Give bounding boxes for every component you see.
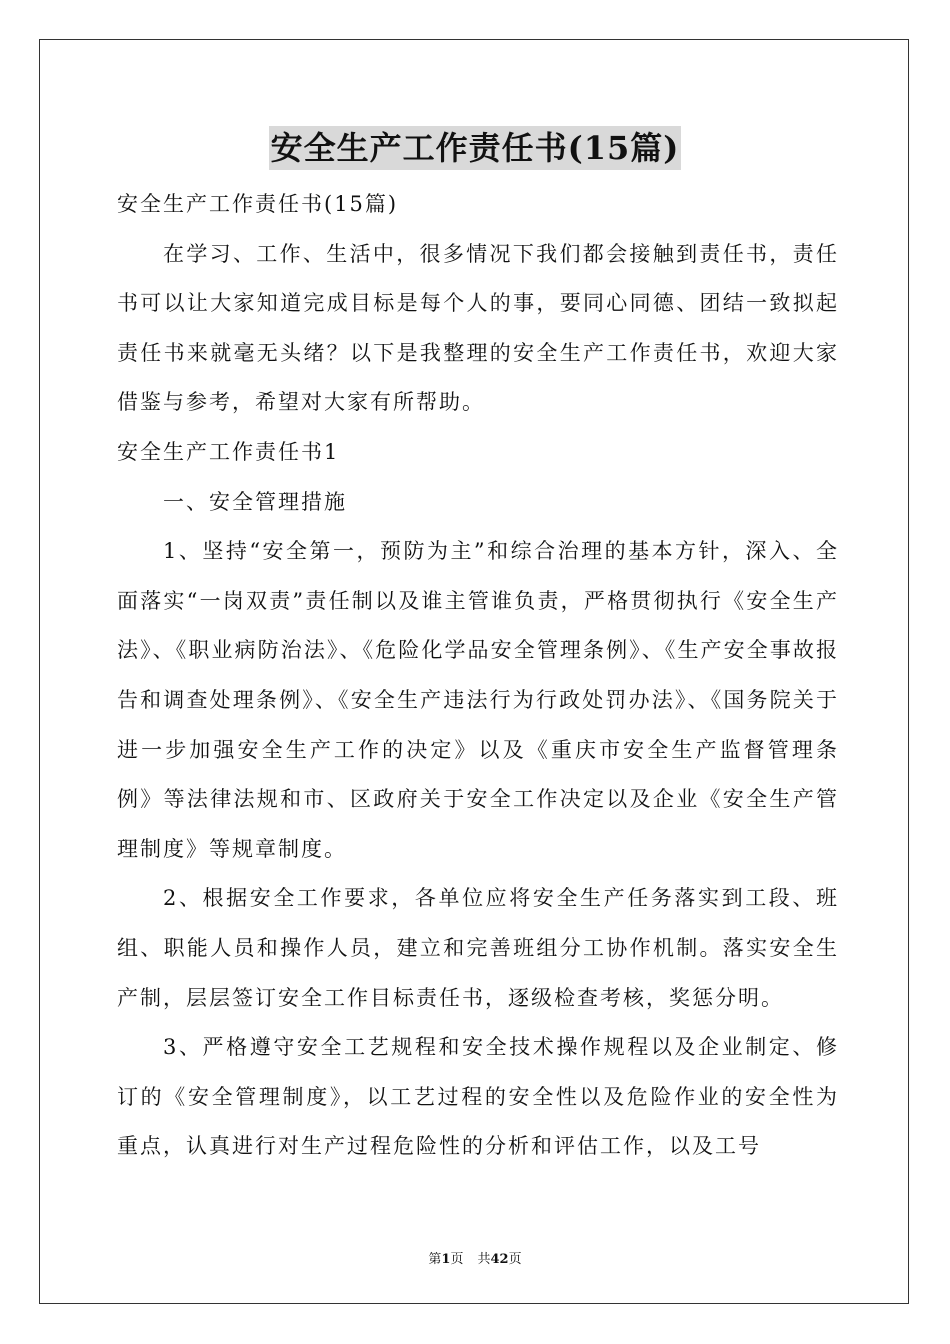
paragraph: 在学习、工作、生活中，很多情况下我们都会接触到责任书，责任书可以让大家知道完成目标是每个人的事，要同心同德、团结一致拟起责任书来就毫无头绪？以下是我整理的安全生产工作责任书，欢迎大家借鉴与参考，希望对大家有所帮助。	[117, 241, 839, 415]
paragraph: 安全生产工作责任书1	[117, 439, 340, 464]
page-footer	[0, 1248, 950, 1267]
paragraph: 2、根据安全工作要求，各单位应将安全生产任务落实到工段、班组、职能人员和操作人员，建立和完善班组分工协作机制。落实安全生产制，层层签订安全工作目标责任书，逐级检查考核，奖惩分明。	[117, 886, 839, 1010]
footer-page-current: 1	[441, 1252, 451, 1267]
footer-page-prefix: 第	[428, 1252, 442, 1267]
paragraph: 一、安全管理措施	[163, 489, 347, 514]
footer-total-prefix: 共	[477, 1252, 491, 1267]
footer-total-suffix: 页	[508, 1252, 522, 1267]
footer-page-suffix: 页	[450, 1252, 464, 1267]
paragraph: 1、坚持“安全第一，预防为主”和综合治理的基本方针，深入、全面落实“一岗双责”责任制以及谁主管谁负责，严格贯彻执行《安全生产法》、《职业病防治法》、《危险化学品安全管理条例》、《生产安全事故报告和调查处理条例》、《安全生产违法行为行政处罚办法》、《国务院关于进一步加强安全生产工作的决定》以及《重庆市安全生产监督管理条例》等法律法规和市、区政府关于安全工作决定以及企业《安全生产管理制度》等规章制度。	[117, 539, 839, 861]
footer-page-total: 42	[490, 1252, 509, 1267]
paragraph: 安全生产工作责任书(15篇)	[117, 192, 399, 216]
document-body	[117, 180, 839, 1172]
paragraph: 3、严格遵守安全工艺规程和安全技术操作规程以及企业制定、修订的《安全管理制度》，以工艺过程的安全性以及危险作业的安全性为重点，认真进行对生产过程危险性的分析和评估工作，以及工号	[117, 1035, 839, 1159]
document-title: 安全生产工作责任书(15篇)	[269, 126, 682, 170]
title-wrapper	[0, 126, 950, 170]
